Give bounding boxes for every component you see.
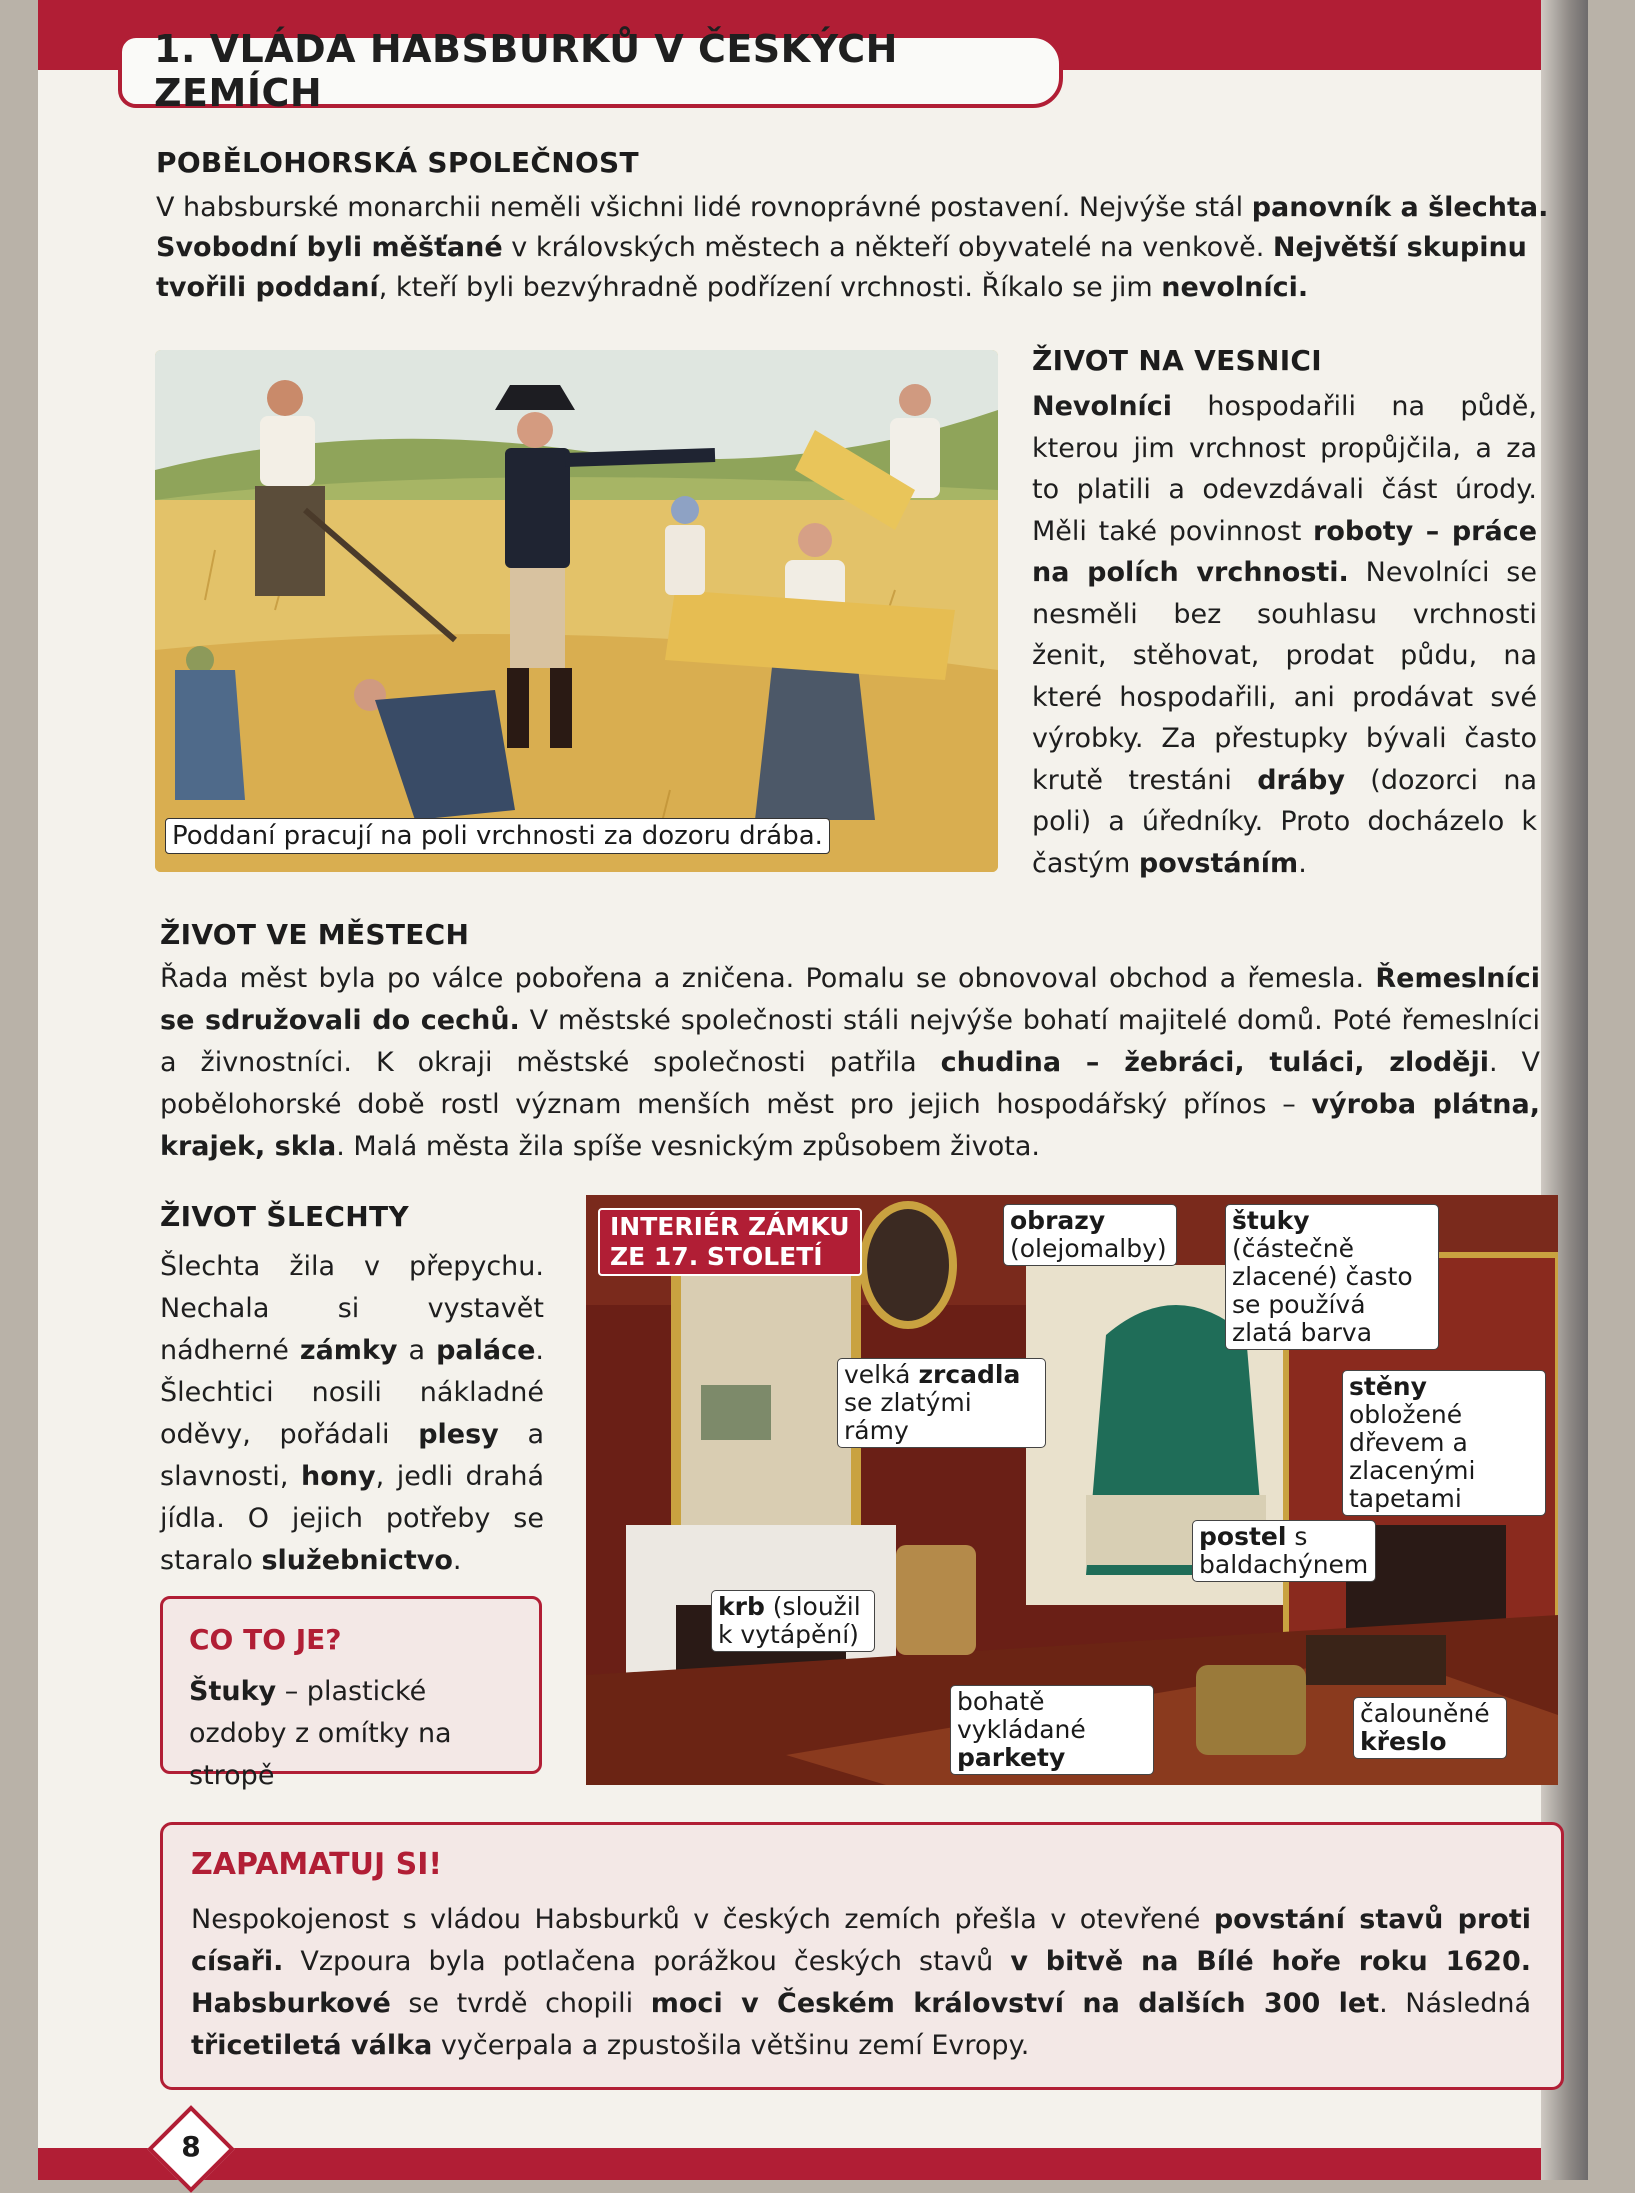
photo-title-tag: INTERIÉR ZÁMKU ZE 17. STOLETÍ bbox=[598, 1208, 862, 1276]
label-obrazy: obrazy (olejomalby) bbox=[1003, 1204, 1177, 1266]
what-is-it-box bbox=[160, 1596, 542, 1791]
paragraph-spolecnost: V habsburské monarchii neměli všichni lidé rovnoprávné postavení. Nejvýše stál panovník a šlechta. Svobodní byli měšťané v královských městech a někteří obyvatelé na venkově. Největší skupinu tvořili poddaní, kteří byli bezvýhradně podřízení vrchnosti. Říkalo se jim nevolníci. bbox=[156, 192, 1549, 303]
label-stuky: štuky (částečně zlacené) často se používá zlatá barva bbox=[1225, 1204, 1439, 1350]
remember-title: ZAPAMATUJ SI! bbox=[191, 1847, 443, 1882]
heading-slechta: ŽIVOT ŠLECHTY bbox=[160, 1200, 409, 1233]
paragraph-slechta: Šlechta žila v přepychu. Nechala si vystavět nádherné zámky a paláce. Šlechtici nosili nákladné oděvy, pořádali plesy a slavnosti, hony, jedli drahá jídla. O jejich potřeby se staralo služebnictvo. bbox=[160, 1251, 544, 1576]
chapter-title-text: 1. VLÁDA HABSBURKŮ V ČESKÝCH ZEMÍCH bbox=[154, 27, 898, 115]
what-is-it-text: Štuky – plastické ozdoby z omítky na stropě bbox=[189, 1676, 452, 1791]
harvest-illustration bbox=[155, 350, 998, 872]
heading-spolecnost: POBĚLOHORSKÁ SPOLEČNOST bbox=[156, 146, 639, 179]
what-is-it-title: CO TO JE? bbox=[189, 1623, 342, 1656]
chapter-title bbox=[118, 27, 1063, 115]
heading-mesta: ŽIVOT VE MĚSTECH bbox=[160, 918, 470, 951]
paragraph-mesta: Řada měst byla po válce pobořena a zničena. Pomalu se obnovoval obchod a řemesla. Řemeslníci se sdružovali do cechů. V městské společnosti stáli nejvýše bohatí majitelé domů. Poté řemeslníci a živnostníci. K okraji městské společnosti patřila chudina – žebráci, tuláci, zloději. V pobělohorské době rostl význam menších měst pro jejich hospodářský přínos – výroba plátna, krajek, skla. Malá města žila spíše vesnickým způsobem života. bbox=[160, 963, 1541, 1162]
bottom-color-band bbox=[38, 2148, 1588, 2180]
label-steny: stěny obložené dřevem a zlacenými tapetami bbox=[1342, 1370, 1546, 1516]
paragraph-vesnice: Nevolníci hospodařili na půdě, kterou jim vrchnost propůjčila, a za to platili a odevzdávali část úrody. Měli také povinnost roboty – práce na polích vrchnosti. Nevolníci se nesměli bez souhlasu vrchnosti ženit, stěhovat, prodat půdu, na které hospodařili, ani prodávat své výrobky. Za přestupky bývali často krutě trestáni dráby (dozorci na poli) a úředníky. Proto docházelo k častým povstáním. bbox=[1032, 391, 1538, 879]
remember-text: Nespokojenost s vládou Habsburků v českých zemích přešla v otevřené povstání stavů proti císaři. Vzpoura byla potlačena porážkou českých stavů v bitvě na Bílé hoře roku 1620. Habsburkové se tvrdě chopili moci v Českém království na dalších 300 let. Následná třicetiletá válka vyčerpala a zpustošila většinu zemí Evropy. bbox=[191, 1904, 1531, 2061]
label-postel: postel s baldachýnem bbox=[1192, 1520, 1376, 1582]
page-number: 8 bbox=[181, 2130, 201, 2163]
heading-vesnice: ŽIVOT NA VESNICI bbox=[1032, 344, 1322, 377]
remember-box bbox=[160, 1822, 1564, 2090]
label-parkety: bohatě vykládané parkety bbox=[950, 1685, 1154, 1775]
label-krb: krb (sloužil k vytápění) bbox=[711, 1590, 875, 1652]
label-kreslo: čalouněné křeslo bbox=[1353, 1697, 1507, 1759]
label-zrcadla: velká zrcadla se zlatými rámy bbox=[837, 1358, 1046, 1448]
illustration-caption: Poddaní pracují na poli vrchnosti za dozoru drába. bbox=[165, 818, 830, 854]
